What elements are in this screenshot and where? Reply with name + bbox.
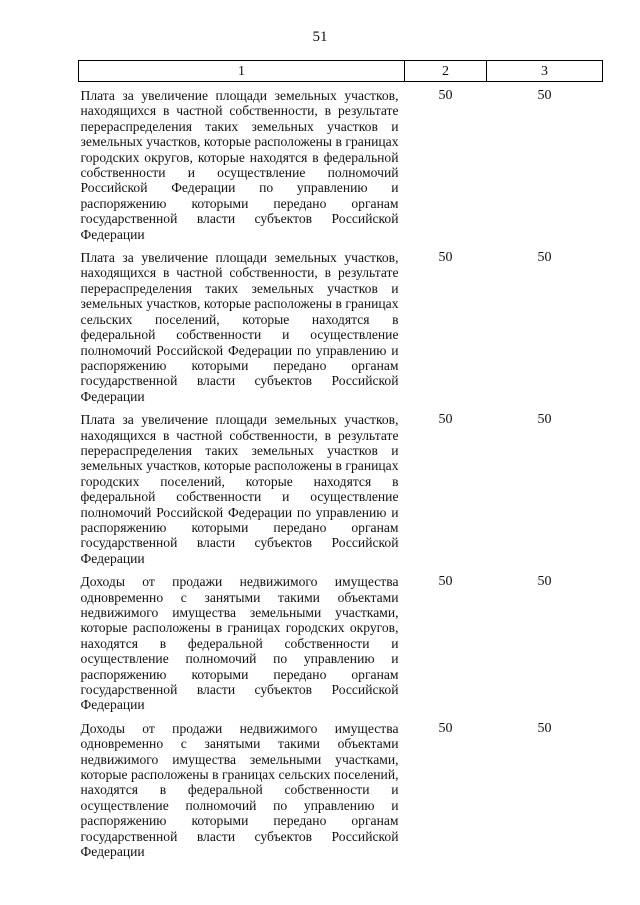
row-value-col2: 50 (438, 412, 453, 428)
row-value-col2: 50 (438, 88, 453, 103)
row-description: Доходы от продажи недвижимого имущества одновременно с занятыми такими объектами недвижимого имущества земельными участками, которые расположены в границах сельских поселений, находятся в федеральной собственности и осуществление полномочий по управлению и распоряжению которыми передано органам государственной власти субъектов Российской Федерации (80, 720, 399, 860)
row-description: Плата за увеличение площади земельных участков, находящихся в частной собственности, в результате перераспределения таких земельных участков и земельных участков, которые расположены в границах городских поселений, которые находятся в федеральной собственности и осуществление полномочий Российской Федерации по управлению и распоряжению которыми передано органам государственной власти субъектов Российской Федерации (80, 412, 399, 566)
row-value-col2: 50 (438, 250, 453, 266)
row-value-col3: 50 (537, 574, 552, 590)
row-description: Плата за увеличение площади земельных участков, находящихся в частной собственности, в результате перераспределения таких земельных участков и земельных участков, которые расположены в границах сельских поселений, которые находятся в федеральной собственности и осуществление полномочий Российской Федерации по управлению и распоряжению которыми передано органам государственной власти субъектов Российской Федерации (80, 250, 399, 404)
row-description: Плата за увеличение площади земельных участков, находящихся в частной собственности, в результате перераспределения таких земельных участков и земельных участков, которые расположены в границах городских округов, которые находятся в федеральной собственности и осуществление полномочий Российской Федерации по управлению и распоряжению которыми передано органам государственной власти субъектов Российской Федерации (80, 88, 399, 242)
table-header-row (79, 61, 603, 82)
row-value-col3: 50 (537, 88, 552, 103)
table-row (79, 574, 603, 721)
table-row (79, 412, 603, 574)
row-value-col2: 50 (438, 720, 453, 736)
row-value-col3: 50 (537, 720, 552, 736)
row-description: Доходы от продажи недвижимого имущества одновременно с занятыми такими объектами недвижимого имущества земельными участками, которые расположены в границах городских округов, находятся в федеральной собственности и осуществление полномочий по управлению и распоряжению которыми передано органам государственной власти субъектов Российской Федерации (80, 574, 399, 713)
row-value-col2: 50 (438, 574, 453, 590)
row-value-col3: 50 (537, 412, 552, 428)
column-header-3: 3 (487, 61, 603, 82)
row-value-col3: 50 (537, 250, 552, 266)
column-header-2: 2 (405, 61, 487, 82)
revenue-table (78, 60, 603, 868)
table-row (79, 82, 603, 251)
page-number: 51 (312, 29, 328, 45)
column-header-1: 1 (79, 61, 405, 82)
table-row (79, 721, 603, 868)
table-row (79, 250, 603, 412)
